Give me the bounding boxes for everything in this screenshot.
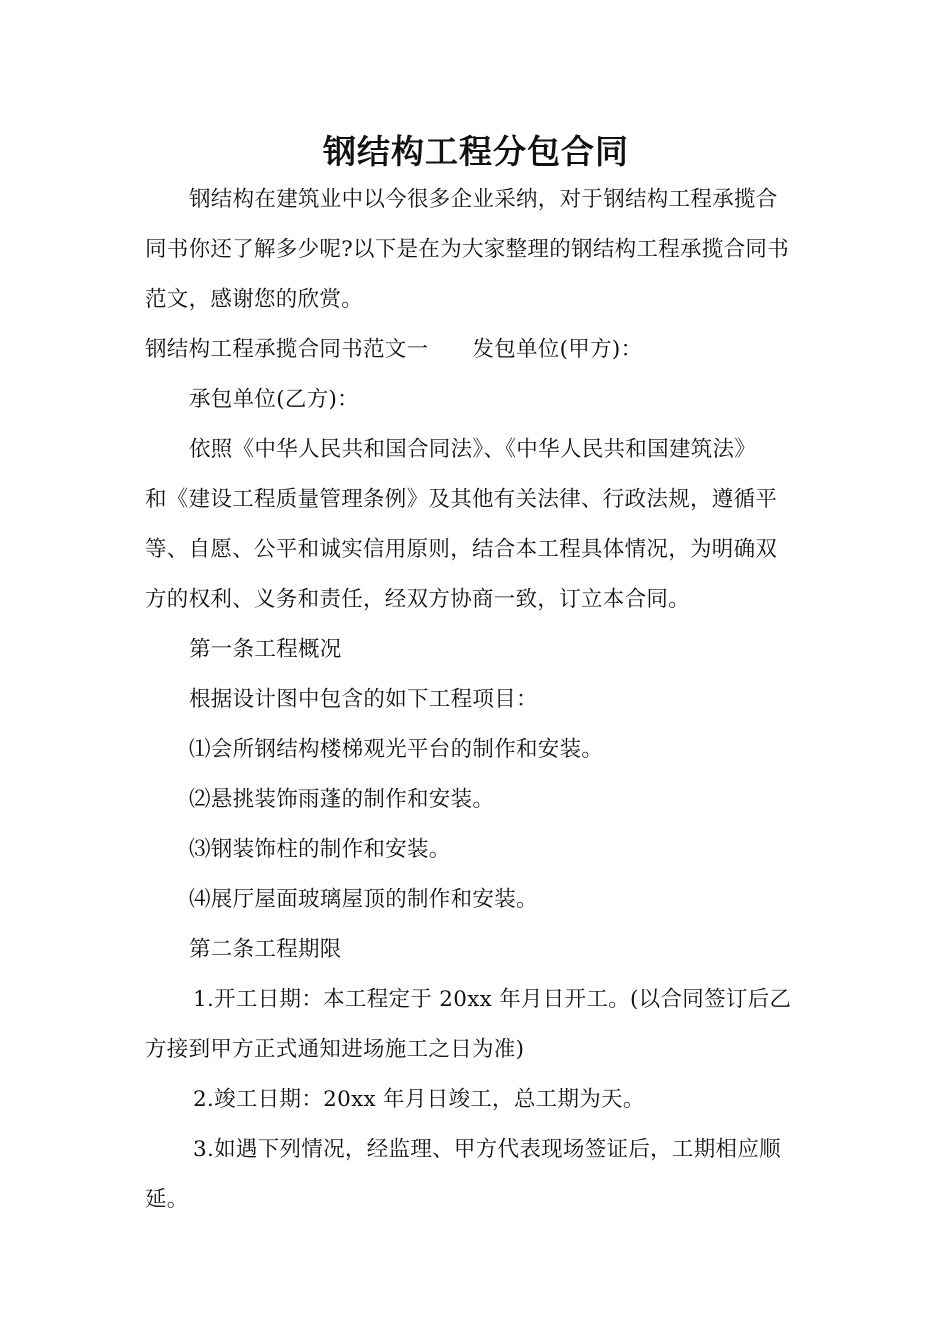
basis-paragraph — [145, 425, 807, 625]
text-line: 和《建设工程质量管理条例》及其他有关法律、行政法规，遵循平 — [145, 487, 778, 512]
text-line: 范文，感谢您的欣赏。 — [145, 287, 364, 312]
text-line: 3.如遇下列情况，经监理、甲方代表现场签证后，工期相应顺 — [193, 1137, 781, 1162]
document-title: 钢结构工程分包合同 — [323, 132, 629, 171]
text-line: 同书你还了解多少呢?以下是在为大家整理的钢结构工程承揽合同书 — [145, 237, 790, 262]
completion-date-paragraph: 2.竣工日期：20xx 年月日竣工，总工期为天。 — [193, 1087, 645, 1112]
text-line: 延。 — [145, 1187, 189, 1212]
list-item: ⑶钢装饰柱的制作和安装。 — [189, 837, 451, 862]
text-line: 等、自愿、公平和诚实信用原则，结合本工程具体情况，为明确双 — [145, 537, 778, 562]
text-line: 方接到甲方正式通知进场施工之日为准) — [145, 1037, 525, 1062]
party-b-label: 承包单位(乙方)： — [189, 387, 359, 412]
article1-heading: 第一条工程概况 — [189, 637, 342, 662]
text-line: 依照《中华人民共和国合同法》、《中华人民共和国建筑法》 — [189, 437, 757, 462]
party-a-label: 发包单位(甲方)： — [472, 337, 643, 362]
party-b-paragraph — [145, 375, 807, 425]
extension-paragraph — [145, 1125, 807, 1225]
article1-item-list — [145, 725, 807, 925]
start-date-paragraph — [145, 975, 807, 1075]
text-line: 钢结构在建筑业中以今很多企业采纳，对于钢结构工程承揽合 — [189, 187, 778, 212]
sample-heading-line — [145, 325, 807, 375]
article1-intro: 根据设计图中包含的如下工程项目： — [189, 687, 538, 712]
list-item: ⑵悬挑装饰雨蓬的制作和安装。 — [189, 787, 495, 812]
text-line: 1.开工日期：本工程定于 20xx 年月日开工。(以合同签订后乙 — [193, 987, 792, 1012]
sample-heading: 钢结构工程承揽合同书范文一 — [145, 337, 429, 362]
article2-heading: 第二条工程期限 — [189, 937, 342, 962]
list-item: ⑷展厅屋面玻璃屋顶的制作和安装。 — [189, 887, 538, 912]
list-item: ⑴会所钢结构楼梯观光平台的制作和安装。 — [189, 737, 604, 762]
text-line: 方的权利、义务和责任，经双方协商一致，订立本合同。 — [145, 587, 691, 612]
intro-paragraph — [145, 175, 807, 325]
